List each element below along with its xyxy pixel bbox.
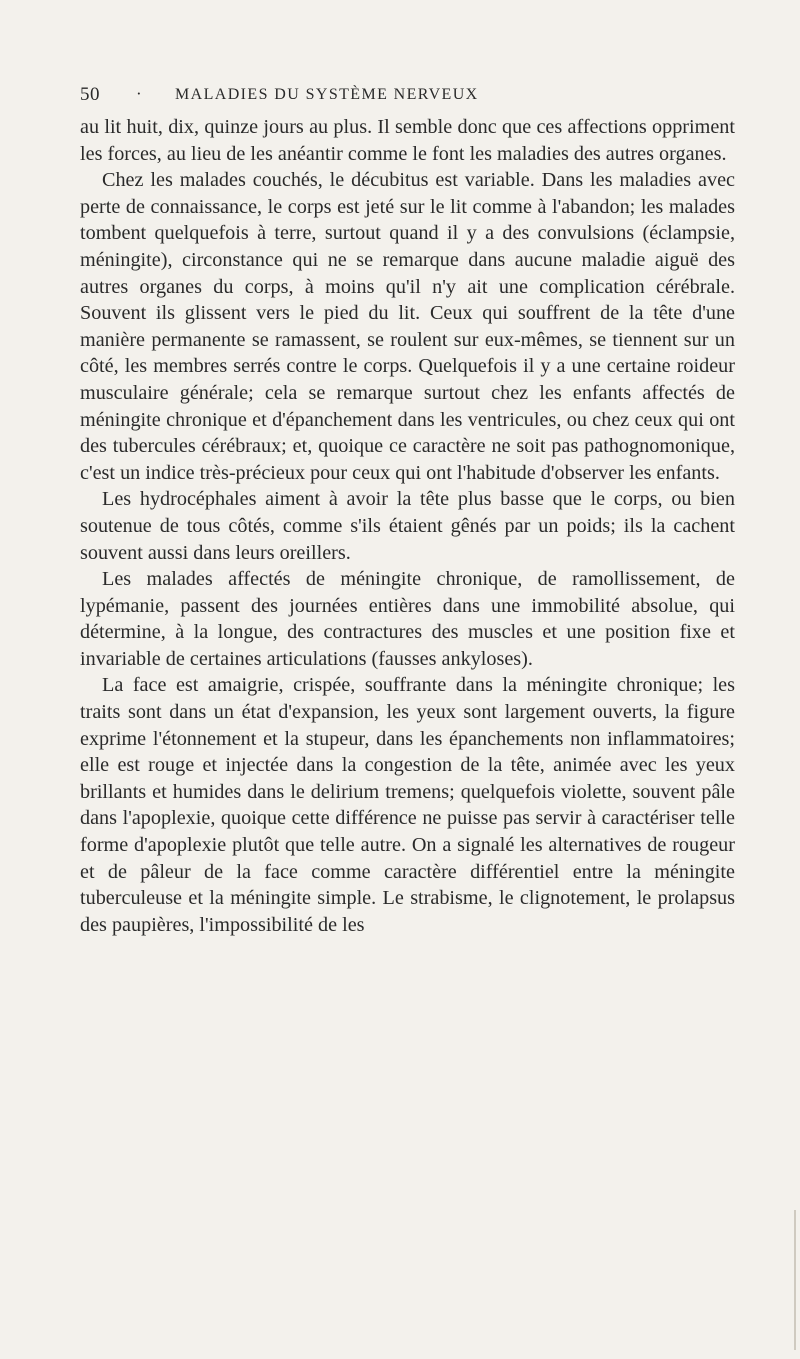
page-edge-mark (794, 1210, 796, 1350)
page-header (80, 84, 740, 114)
paragraph-face: La face est amaigrie, crispée, souffrante dans la méningite chronique; les traits sont dans un état d'expansion, les yeux sont largement ouverts, la figure exprime l'étonnement et la stupeur, dans les épanchements non inflammatoires; elle est rouge et injectée dans la congestion de la tête, animée avec les yeux brillants et humides dans le delirium tremens; quelquefois violette, souvent pâle dans l'apoplexie, quoique cette différence ne puisse pas servir à caractériser telle forme d'apoplexie plutôt que telle autre. On a signalé les alternatives de rougeur et de pâleur de la face comme caractère différentiel entre la méningite tuberculeuse et la méningite simple. Le strabisme, le clignotement, le prolapsus des paupières, l'impossibilité de les (80, 674, 735, 936)
paragraph-decubitus: Chez les malades couchés, le décubitus est variable. Dans les maladies avec perte de connaissance, le corps est jeté sur le lit comme à l'abandon; les malades tombent quelquefois à terre, surtout quand il y a des convulsions (éclampsie, méningite), circonstance qui ne se remarque dans aucune maladie aiguë des autres organes du corps, à moins qu'il n'y ait une complication cérébrale. Souvent ils glissent vers le pied du lit. Ceux qui souffrent de la tête d'une manière permanente se ramassent, se roulent sur eux-mêmes, se tiennent sur un côté, les membres serrés contre le corps. Quelquefois il y a une certaine roideur musculaire générale; cela se remarque surtout chez les enfants affectés de méningite chronique et d'épanchement dans les ventricules, ou chez ceux qui ont des tubercules cérébraux; et, quoique ce caractère ne soit pas pathognomonique, c'est un indice très-précieux pour ceux qui ont l'habitude d'observer les enfants. (80, 169, 735, 484)
paragraph-hydrocephales: Les hydrocéphales aiment à avoir la tête plus basse que le corps, ou bien soutenue de tous côtés, comme s'ils étaient gênés par un poids; ils la cachent souvent aussi dans leurs oreillers. (80, 488, 735, 564)
paragraph-meningite-chronique: Les malades affectés de méningite chronique, de ramollissement, de lypémanie, passent des journées entières dans une immobilité absolue, qui détermine, à la longue, des contractures des muscles et une position fixe et invariable de certaines articulations (fausses ankyloses). (80, 568, 735, 670)
body-text (80, 114, 735, 938)
page-number: 50 (80, 84, 100, 105)
paragraph-continuation: au lit huit, dix, quinze jours au plus. Il semble donc que ces affections oppriment les forces, au lieu de les anéantir comme le font les maladies des autres organes. (80, 116, 735, 165)
header-separator: · (136, 84, 143, 103)
running-title: MALADIES DU SYSTÈME NERVEUX (175, 86, 479, 103)
